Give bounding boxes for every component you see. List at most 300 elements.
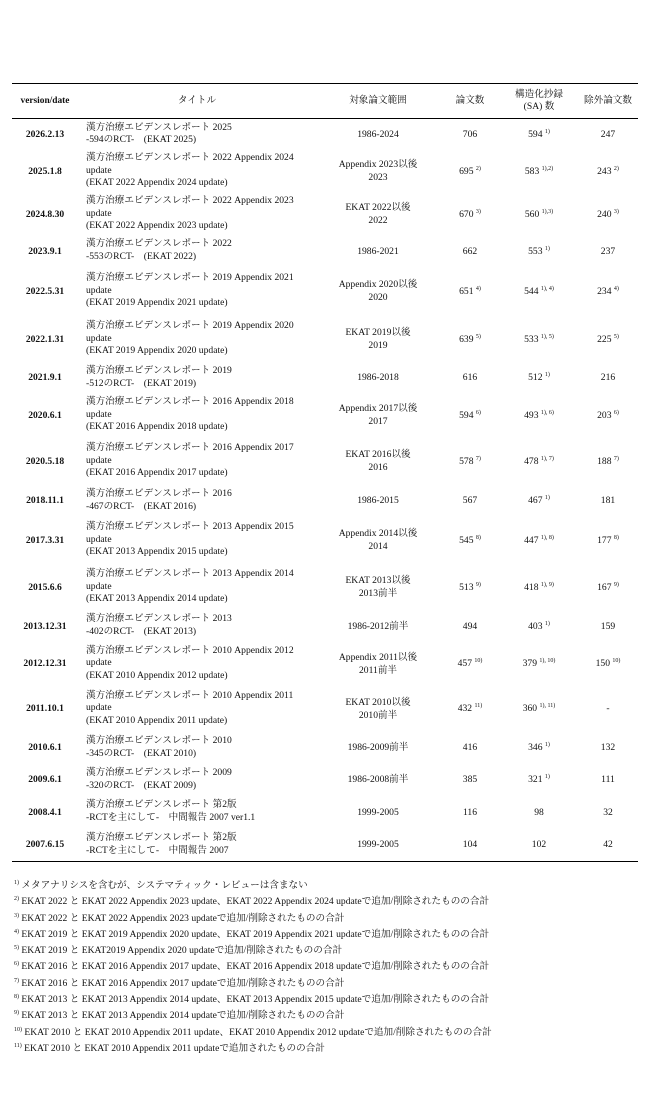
footnote-item <box>14 927 634 943</box>
count-value: 513 <box>459 581 474 593</box>
table-row <box>12 611 638 642</box>
cell-sa-count <box>500 150 578 193</box>
footnote-ref: 1) <box>544 128 550 135</box>
title-line: update <box>86 580 112 592</box>
cell-range <box>316 393 440 438</box>
footnote-ref: 1), 4) <box>540 285 554 292</box>
footnote-ref: 9) <box>475 581 481 588</box>
title-line: 漢方治療エビデンスレポート 2010 Appendix 2012 <box>86 644 294 656</box>
count-value: 553 <box>528 245 543 257</box>
count-value: 111 <box>601 774 615 785</box>
cell-title <box>78 517 316 564</box>
footnotes <box>14 878 634 1057</box>
range-line: 1986-2012前半 <box>347 620 409 632</box>
range-line: 2014 <box>368 541 388 552</box>
cell-excluded-count <box>578 642 638 686</box>
footnote-item <box>14 911 634 927</box>
count-value: 544 <box>524 285 539 297</box>
cell-excluded-count <box>578 764 638 796</box>
cell-range <box>316 642 440 686</box>
cell-version-date: 2020.5.18 <box>25 455 65 467</box>
cell-title <box>78 150 316 193</box>
cell-title <box>78 119 316 150</box>
title-line: update <box>86 454 112 466</box>
footnote-ref: 10) <box>474 658 483 664</box>
footnote-number: 6) <box>14 961 19 968</box>
count-value: 651 <box>459 285 474 297</box>
ekat-version-table <box>12 83 638 862</box>
footnote-ref: 6) <box>613 409 619 416</box>
cell-version-date: 2011.10.1 <box>26 703 64 714</box>
cell-version-date: 2012.12.31 <box>23 658 67 669</box>
footnote-ref: 1), 8) <box>540 534 554 541</box>
cell-excluded-count <box>578 686 638 732</box>
count-value: 203 <box>597 409 612 421</box>
cell-version-date: 2013.12.31 <box>23 620 67 632</box>
cell-range <box>316 517 440 564</box>
footnote-ref: 3) <box>613 208 619 215</box>
table-row <box>12 829 638 862</box>
footnote-number: 4) <box>14 928 19 935</box>
cell-title <box>78 686 316 732</box>
cell-excluded-count <box>578 316 638 363</box>
cell-sa-count <box>500 438 578 485</box>
cell-version-date: 2010.6.1 <box>28 742 62 753</box>
table-row <box>12 517 638 564</box>
cell-title <box>78 564 316 611</box>
title-line: 漢方治療エビデンスレポート 2019 <box>86 364 232 376</box>
footnote-ref: 1), 10) <box>539 658 556 664</box>
title-line: 漢方治療エビデンスレポート 第2版 <box>86 832 237 844</box>
title-line: update <box>86 164 112 176</box>
cell-title <box>78 829 316 862</box>
count-value: 247 <box>600 128 616 140</box>
range-line: 2016 <box>368 462 388 473</box>
count-value: 243 <box>597 165 612 177</box>
title-line: 漢方治療エビデンスレポート 2022 Appendix 2024 <box>86 152 294 164</box>
count-value: 177 <box>597 534 612 546</box>
table-header-row <box>12 84 638 119</box>
count-value: 578 <box>459 455 474 467</box>
cell-paper-count <box>440 236 500 267</box>
count-value: 447 <box>524 534 539 546</box>
cell-sa-count <box>500 564 578 611</box>
range-line: Appendix 2017以後 <box>338 403 418 414</box>
count-value: 467 <box>528 495 543 506</box>
cell-sa-count <box>500 642 578 686</box>
count-value: 116 <box>462 806 478 818</box>
title-line: update <box>86 207 112 219</box>
count-value: 567 <box>462 495 478 506</box>
cell-title <box>78 642 316 686</box>
range-line: 2010前半 <box>358 709 398 721</box>
title-line: update <box>86 702 112 714</box>
cell-title <box>78 267 316 316</box>
cell-range <box>316 796 440 829</box>
header-excluded: 除外論文数 <box>584 95 632 106</box>
cell-excluded-count <box>578 517 638 564</box>
cell-range <box>316 732 440 764</box>
title-line: -467のRCT- (EKAT 2016) <box>86 500 197 512</box>
table-row <box>12 363 638 393</box>
cell-version-date: 2020.6.1 <box>28 409 62 421</box>
footnote-ref: 5) <box>475 333 481 340</box>
cell-sa-count <box>500 316 578 363</box>
footnote-ref: 1), 11) <box>539 703 556 709</box>
cell-title <box>78 193 316 236</box>
cell-range <box>316 686 440 732</box>
footnote-number: 3) <box>14 912 19 919</box>
count-value: 188 <box>597 455 612 467</box>
table-row <box>12 193 638 236</box>
cell-range <box>316 611 440 642</box>
table-row <box>12 150 638 193</box>
title-line: -402のRCT- (EKAT 2013) <box>86 626 197 637</box>
count-value: 346 <box>528 742 543 753</box>
table-row <box>12 438 638 485</box>
count-value: 403 <box>528 620 543 632</box>
title-line: -RCTを主にして- 中間報告 2007 ver1.1 <box>86 812 256 823</box>
table-row <box>12 485 638 517</box>
count-value: 32 <box>603 806 613 818</box>
footnote-ref: 1), 5) <box>540 333 554 340</box>
cell-paper-count <box>440 517 500 564</box>
cell-excluded-count <box>578 236 638 267</box>
cell-version-date: 2023.9.1 <box>28 245 62 257</box>
footnote-number: 9) <box>14 1010 19 1017</box>
cell-version-date: 2021.9.1 <box>28 372 62 383</box>
footnote-ref: 1) <box>544 245 550 252</box>
cell-version-date: 2008.4.1 <box>28 806 62 818</box>
count-value: 670 <box>459 208 474 220</box>
footnote-ref: 1), 7) <box>540 455 554 462</box>
title-line: 漢方治療エビデンスレポート 2025 <box>86 121 232 133</box>
footnote-ref: 10) <box>612 658 621 664</box>
footnote-ref: 3) <box>475 208 481 215</box>
footnote-number: 8) <box>14 994 19 1001</box>
count-value: 493 <box>524 409 539 421</box>
cell-excluded-count <box>578 485 638 517</box>
title-line: -RCTを主にして- 中間報告 2007 <box>86 844 229 856</box>
cell-excluded-count <box>578 363 638 393</box>
range-line: Appendix 2014以後 <box>338 528 418 539</box>
cell-paper-count <box>440 485 500 517</box>
cell-title <box>78 796 316 829</box>
range-line: EKAT 2019以後 <box>345 327 411 338</box>
title-line: update <box>86 533 112 545</box>
count-value: 167 <box>597 581 612 593</box>
footnote-ref: 1), 6) <box>540 409 554 416</box>
count-value: 583 <box>524 165 540 177</box>
range-line: EKAT 2016以後 <box>345 449 411 460</box>
title-line: update <box>86 284 112 296</box>
count-value: - <box>606 703 610 714</box>
count-value: 432 <box>457 703 473 714</box>
cell-sa-count <box>500 485 578 517</box>
cell-sa-count <box>500 829 578 862</box>
footnote-ref: 2) <box>475 165 481 172</box>
count-value: 560 <box>524 208 540 220</box>
cell-sa-count <box>500 764 578 796</box>
footnote-ref: 5) <box>613 333 619 340</box>
title-line: update <box>86 408 112 420</box>
count-value: 706 <box>462 128 478 140</box>
cell-excluded-count <box>578 150 638 193</box>
footnote-text: EKAT 2010 と EKAT 2010 Appendix 2011 update、EKAT 2010 Appendix 2012 updateで追加/削除されたものの合計 <box>22 1026 492 1038</box>
count-value: 216 <box>600 372 616 383</box>
cell-version-date: 2017.3.31 <box>25 534 65 546</box>
range-line: 2019 <box>368 340 388 351</box>
footnote-ref: 1) <box>544 742 550 748</box>
title-line: 漢方治療エビデンスレポート 2013 Appendix 2014 <box>86 568 294 580</box>
cell-paper-count <box>440 438 500 485</box>
title-line: 漢方治療エビデンスレポート 2022 Appendix 2023 <box>86 195 294 207</box>
cell-range <box>316 236 440 267</box>
count-value: 494 <box>462 620 478 632</box>
footnote-item <box>14 943 634 959</box>
count-value: 662 <box>462 245 478 257</box>
footnote-ref: 1) <box>544 495 550 501</box>
cell-paper-count <box>440 119 500 150</box>
footnote-number: 5) <box>14 945 19 952</box>
range-line: 2020 <box>368 292 388 303</box>
cell-excluded-count <box>578 796 638 829</box>
cell-paper-count <box>440 732 500 764</box>
table-row <box>12 796 638 829</box>
footnote-ref: 1) <box>544 372 550 378</box>
cell-range <box>316 564 440 611</box>
count-value: 240 <box>597 208 612 220</box>
count-value: 132 <box>600 742 616 753</box>
footnote-item <box>14 1008 634 1024</box>
cell-sa-count <box>500 732 578 764</box>
title-line: update <box>86 657 112 669</box>
table-row <box>12 732 638 764</box>
footnote-ref: 8) <box>475 534 481 541</box>
header-sa-count <box>500 84 578 119</box>
range-line: 1986-2024 <box>357 128 399 140</box>
range-line: 2013前半 <box>358 588 398 599</box>
title-line: 漢方治療エビデンスレポート 2016 <box>86 487 232 499</box>
cell-sa-count <box>500 236 578 267</box>
cell-paper-count <box>440 150 500 193</box>
cell-sa-count <box>500 363 578 393</box>
table-row <box>12 316 638 363</box>
title-line: (EKAT 2010 Appendix 2012 update) <box>86 669 228 681</box>
count-value: 545 <box>459 534 474 546</box>
title-line: 漢方治療エビデンスレポート 2013 Appendix 2015 <box>86 521 294 533</box>
title-line: -320のRCT- (EKAT 2009) <box>86 779 197 791</box>
footnote-text: EKAT 2013 と EKAT 2013 Appendix 2014 updateで追加/削除されたものの合計 <box>19 1010 345 1022</box>
cell-paper-count <box>440 686 500 732</box>
range-line: 2022 <box>368 215 388 226</box>
footnote-item <box>14 1041 634 1057</box>
title-line: (EKAT 2022 Appendix 2023 update) <box>86 220 228 232</box>
cell-title <box>78 485 316 517</box>
footnote-ref: 1) <box>544 620 550 627</box>
footnote-text: EKAT 2022 と EKAT 2022 Appendix 2023 update、EKAT 2022 Appendix 2024 updateで追加/削除されたものの合計 <box>19 896 490 908</box>
cell-version-date: 2026.2.13 <box>25 128 65 140</box>
cell-title <box>78 732 316 764</box>
cell-version-date: 2007.6.15 <box>25 839 65 851</box>
title-line: (EKAT 2016 Appendix 2017 update) <box>86 467 228 479</box>
cell-paper-count <box>440 611 500 642</box>
range-line: Appendix 2011以後 <box>338 651 418 663</box>
cell-range <box>316 150 440 193</box>
count-value: 150 <box>595 658 610 669</box>
title-line: -594のRCT- (EKAT 2025) <box>86 134 197 146</box>
cell-sa-count <box>500 517 578 564</box>
cell-paper-count <box>440 564 500 611</box>
cell-excluded-count <box>578 732 638 764</box>
cell-paper-count <box>440 796 500 829</box>
footnote-ref: 7) <box>475 455 481 462</box>
cell-version-date: 2025.1.8 <box>28 165 62 177</box>
footnote-item <box>14 878 634 894</box>
title-line: -345のRCT- (EKAT 2010) <box>86 747 197 759</box>
title-line: 漢方治療エビデンスレポート 2019 Appendix 2020 <box>86 320 294 332</box>
title-line: 漢方治療エビデンスレポート 第2版 <box>86 799 237 811</box>
count-value: 42 <box>603 839 613 851</box>
footnote-text: EKAT 2010 と EKAT 2010 Appendix 2011 updateで追加されたものの合計 <box>21 1042 325 1054</box>
cell-range <box>316 764 440 796</box>
cell-sa-count <box>500 686 578 732</box>
footnote-text: EKAT 2019 と EKAT 2019 Appendix 2020 update、EKAT 2019 Appendix 2021 updateで追加/削除されたものの合計 <box>19 928 490 940</box>
footnote-ref: 1),3) <box>541 208 554 215</box>
cell-title <box>78 363 316 393</box>
range-line: EKAT 2010以後 <box>345 696 411 708</box>
footnote-ref: 1) <box>544 774 550 780</box>
range-line: 1986-2018 <box>357 372 399 383</box>
footnote-text: EKAT 2016 と EKAT 2016 Appendix 2017 update、EKAT 2016 Appendix 2018 updateで追加/削除されたものの合計 <box>19 961 490 973</box>
title-line: 漢方治療エビデンスレポート 2019 Appendix 2021 <box>86 272 294 284</box>
count-value: 457 <box>457 658 472 669</box>
table-row <box>12 119 638 150</box>
count-value: 533 <box>524 333 539 345</box>
cell-version-date: 2022.5.31 <box>25 285 65 297</box>
footnote-text: メタアナリシスを含むが、システマティック・レビューは含まない <box>19 880 308 891</box>
cell-paper-count <box>440 642 500 686</box>
footnote-ref: 11) <box>474 703 483 709</box>
cell-range <box>316 363 440 393</box>
range-line: 1986-2009前半 <box>347 742 409 753</box>
title-line: -553のRCT- (EKAT 2022) <box>86 251 197 262</box>
cell-title <box>78 611 316 642</box>
cell-excluded-count <box>578 611 638 642</box>
table-row <box>12 686 638 732</box>
cell-version-date: 2015.6.6 <box>28 581 62 593</box>
cell-title <box>78 764 316 796</box>
range-line: 1986-2008前半 <box>347 774 409 785</box>
table-row <box>12 393 638 438</box>
count-value: 385 <box>462 774 478 785</box>
title-line: (EKAT 2010 Appendix 2011 update) <box>86 714 228 726</box>
count-value: 616 <box>462 372 478 383</box>
footnote-ref: 8) <box>613 534 619 541</box>
footnote-item <box>14 1025 634 1041</box>
count-value: 104 <box>462 839 478 851</box>
cell-version-date: 2009.6.1 <box>28 774 62 785</box>
footnote-number: 2) <box>14 896 19 903</box>
cell-paper-count <box>440 363 500 393</box>
cell-paper-count <box>440 829 500 862</box>
footnote-ref: 9) <box>613 581 619 588</box>
title-line: 漢方治療エビデンスレポート 2013 <box>86 613 232 625</box>
title-line: (EKAT 2019 Appendix 2020 update) <box>86 345 228 357</box>
table-body <box>12 119 638 862</box>
title-line: (EKAT 2013 Appendix 2015 update) <box>86 546 228 558</box>
cell-sa-count <box>500 393 578 438</box>
cell-range <box>316 193 440 236</box>
title-line: update <box>86 332 112 344</box>
footnote-item <box>14 992 634 1008</box>
footnote-number: 11) <box>14 1042 22 1049</box>
cell-paper-count <box>440 193 500 236</box>
cell-paper-count <box>440 393 500 438</box>
count-value: 234 <box>597 285 612 297</box>
cell-version-date: 2022.1.31 <box>25 333 65 345</box>
footnote-ref: 2) <box>613 165 619 172</box>
footnote-item <box>14 976 634 992</box>
count-value: 478 <box>524 455 539 467</box>
cell-paper-count <box>440 267 500 316</box>
count-value: 98 <box>534 806 544 818</box>
cell-excluded-count <box>578 829 638 862</box>
header-papers: 論文数 <box>455 95 485 106</box>
table-row <box>12 564 638 611</box>
cell-title <box>78 316 316 363</box>
footnote-text: EKAT 2016 と EKAT 2016 Appendix 2017 updateで追加/削除されたものの合計 <box>19 977 345 989</box>
count-value: 181 <box>600 495 616 506</box>
header-title: タイトル <box>177 95 217 106</box>
cell-excluded-count <box>578 393 638 438</box>
cell-excluded-count <box>578 193 638 236</box>
count-value: 360 <box>522 703 538 714</box>
title-line: 漢方治療エビデンスレポート 2022 <box>86 238 232 250</box>
footnote-number: 10) <box>14 1026 22 1033</box>
title-line: -512のRCT- (EKAT 2019) <box>86 377 197 389</box>
cell-range <box>316 316 440 363</box>
footnote-text: EKAT 2019 と EKAT2019 Appendix 2020 updateで追加/削除されたものの合計 <box>19 945 343 957</box>
footnote-ref: 1),2) <box>541 165 554 172</box>
report-table-container <box>12 83 638 862</box>
count-value: 225 <box>597 333 612 345</box>
range-line: 2023 <box>368 172 388 183</box>
table-row <box>12 236 638 267</box>
title-line: (EKAT 2019 Appendix 2021 update) <box>86 297 228 309</box>
cell-sa-count <box>500 119 578 150</box>
count-value: 512 <box>528 372 543 383</box>
title-line: (EKAT 2013 Appendix 2014 update) <box>86 593 228 605</box>
footnote-ref: 4) <box>475 285 481 292</box>
footnote-text: EKAT 2013 と EKAT 2013 Appendix 2014 update、EKAT 2013 Appendix 2015 updateで追加/削除されたものの合計 <box>19 994 490 1006</box>
title-line: 漢方治療エビデンスレポート 2010 <box>86 734 232 746</box>
count-value: 379 <box>522 658 537 669</box>
header-range: 対象論文範囲 <box>349 95 407 106</box>
cell-sa-count <box>500 193 578 236</box>
title-line: (EKAT 2016 Appendix 2018 update) <box>86 421 228 433</box>
footnote-text: EKAT 2022 と EKAT 2022 Appendix 2023 updateで追加/削除されたものの合計 <box>19 912 345 924</box>
cell-range <box>316 485 440 517</box>
footnote-item <box>14 959 634 975</box>
title-line: (EKAT 2022 Appendix 2024 update) <box>86 177 228 189</box>
cell-excluded-count <box>578 564 638 611</box>
range-line: 1986-2015 <box>357 495 399 506</box>
cell-sa-count <box>500 267 578 316</box>
cell-title <box>78 393 316 438</box>
count-value: 237 <box>600 245 616 257</box>
count-value: 594 <box>528 128 543 140</box>
